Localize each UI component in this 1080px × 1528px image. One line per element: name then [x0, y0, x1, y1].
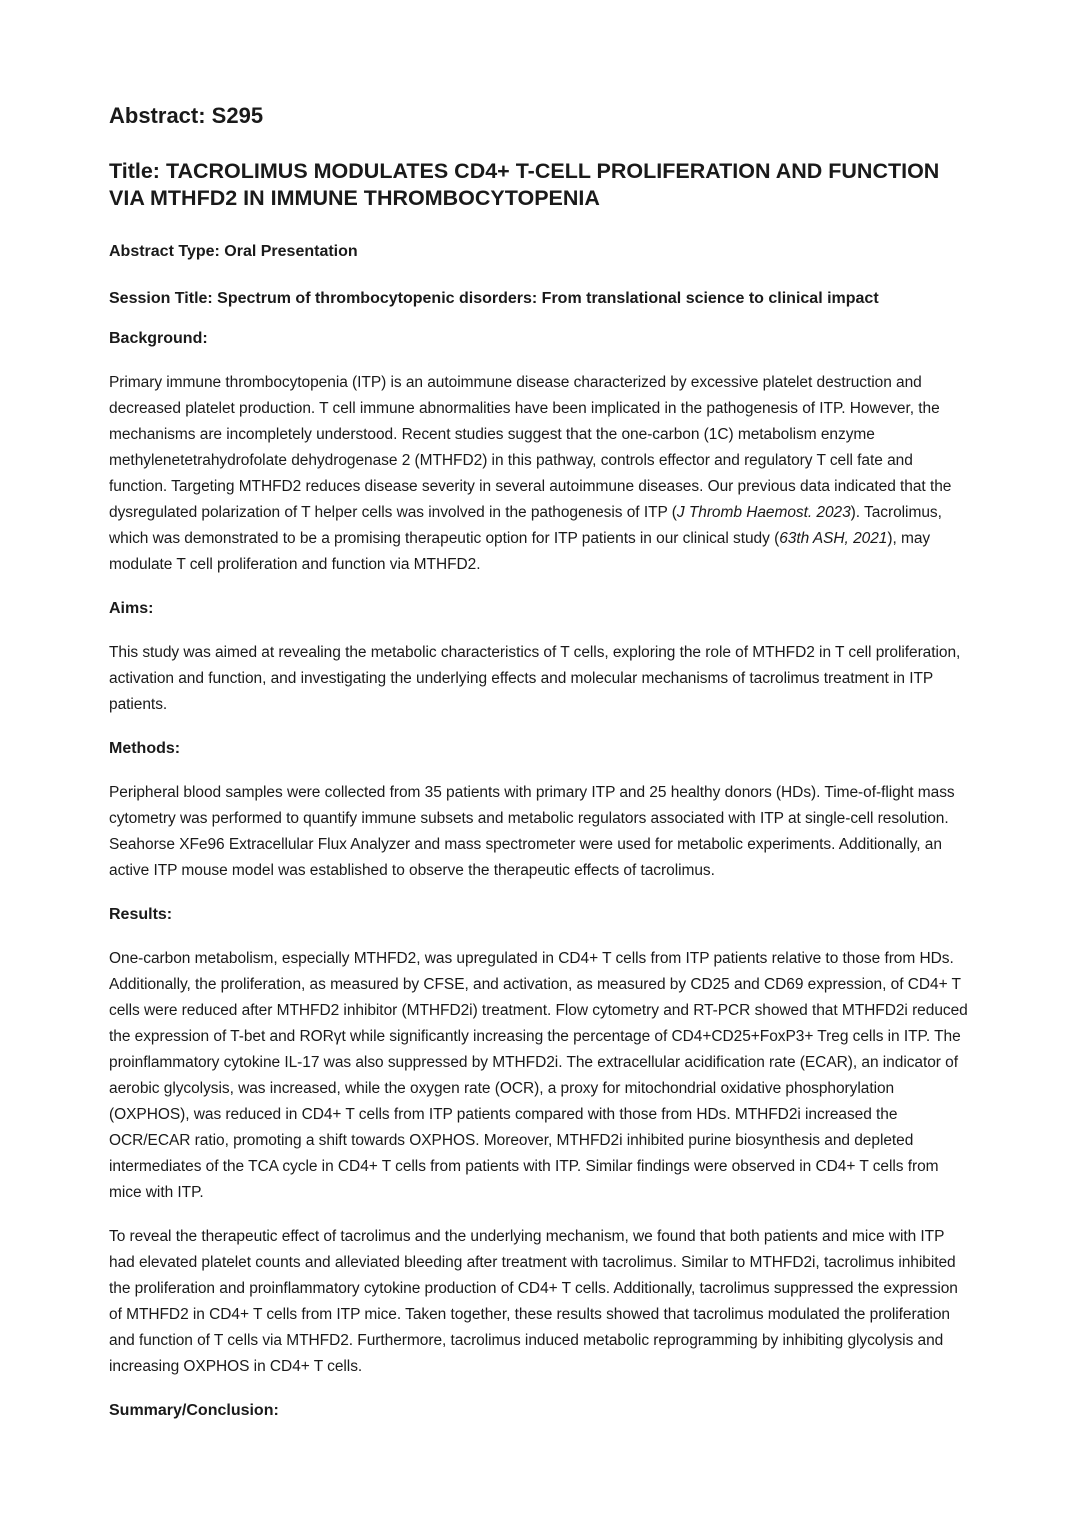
aims-paragraph: This study was aimed at revealing the metabolic characteristics of T cells, exploring the role of MTHFD2 in T cell proliferation, activation and function, and investigating the underlying effects and molecular mechanisms of tacrolimus treatment in ITP patients. — [109, 644, 961, 713]
background-paragraph — [109, 370, 974, 578]
methods-paragraph: Peripheral blood samples were collected from 35 patients with primary ITP and 25 healthy donors (HDs). Time-of-flight mass cytometry was performed to quantify immune subsets and metabolic regulators associated with ITP at single-cell resolution. Seahorse XFe96 Extracellular Flux Analyzer and mass spectrometer were used for metabolic experiments. Additionally, an active ITP mouse model was established to observe the therapeutic effects of tacrolimus. — [109, 784, 955, 879]
results-heading: Results: — [109, 906, 173, 923]
background-heading: Background: — [109, 330, 208, 347]
conclusion-heading: Summary/Conclusion: — [109, 1402, 279, 1419]
methods-heading: Methods: — [109, 740, 181, 757]
background-text-2: ). Tacrolimus, which was demonstrated to be a promising therapeutic option for ITP patients in our clinical study ( — [109, 504, 942, 547]
abstract-id: Abstract: S295 — [109, 103, 264, 128]
aims-heading: Aims: — [109, 600, 154, 617]
background-text-3: ), may modulate T cell proliferation and function via MTHFD2. — [109, 530, 931, 573]
results-paragraph-2: To reveal the therapeutic effect of tacrolimus and the underlying mechanism, we found that both patients and mice with ITP had elevated platelet counts and alleviated bleeding after treatment with tacrolimus. Similar to MTHFD2i, tacrolimus inhibited the proliferation and proinflammatory cytokine production of CD4+ T cells. Additionally, tacrolimus suppressed the expression of MTHFD2 in CD4+ T cells from ITP mice. Taken together, these results showed that tacrolimus modulated the proliferation and function of T cells via MTHFD2. Furthermore, tacrolimus induced metabolic reprogramming by inhibiting glycolysis and increasing OXPHOS in CD4+ T cells. — [109, 1228, 958, 1375]
abstract-page — [109, 100, 974, 1442]
background-citation-2: 63th ASH, 2021 — [779, 530, 888, 547]
abstract-type: Abstract Type: Oral Presentation — [109, 243, 358, 260]
abstract-title: Title: TACROLIMUS MODULATES CD4+ T-CELL PROLIFERATION AND FUNCTION VIA MTHFD2 IN IMMUNE THROMBOCYTOPENIA — [109, 159, 940, 210]
background-text-1: Primary immune thrombocytopenia (ITP) is an autoimmune disease characterized by excessive platelet destruction and decreased platelet production. T cell immune abnormalities have been implicated in the pathogenesis of ITP. However, the mechanisms are incompletely understood. Recent studies suggest that the one-carbon (1C) metabolism enzyme methylenetetrahydrofolate dehydrogenase 2 (MTHFD2) in this pathway, controls effector and regulatory T cell fate and function. Targeting MTHFD2 reduces disease severity in several autoimmune diseases. Our previous data indicated that the dysregulated polarization of T helper cells was involved in the pathogenesis of ITP ( — [109, 374, 952, 521]
results-paragraph-1: One-carbon metabolism, especially MTHFD2, was upregulated in CD4+ T cells from ITP patients relative to those from HDs. Additionally, the proliferation, as measured by CFSE, and activation, as measured by CD25 and CD69 expression, of CD4+ T cells were reduced after MTHFD2 inhibitor (MTHFD2i) treatment. Flow cytometry and RT-PCR showed that MTHFD2i reduced the expression of T-bet and RORγt while significantly increasing the percentage of CD4+CD25+FoxP3+ Treg cells in ITP. The proinflammatory cytokine IL-17 was also suppressed by MTHFD2i. The extracellular acidification rate (ECAR), an indicator of aerobic glycolysis, was increased, while the oxygen rate (OCR), a proxy for mitochondrial oxidative phosphorylation (OXPHOS), was reduced in CD4+ T cells from ITP patients compared with those from HDs. MTHFD2i increased the OCR/ECAR ratio, promoting a shift towards OXPHOS. Moreover, MTHFD2i inhibited purine biosynthesis and depleted intermediates of the TCA cycle in CD4+ T cells from patients with ITP. Similar findings were observed in CD4+ T cells from mice with ITP. — [109, 950, 968, 1201]
background-citation-1: J Thromb Haemost. 2023 — [676, 504, 851, 521]
session-title: Session Title: Spectrum of thrombocytopenic disorders: From translational science to clinical impact — [109, 290, 879, 307]
